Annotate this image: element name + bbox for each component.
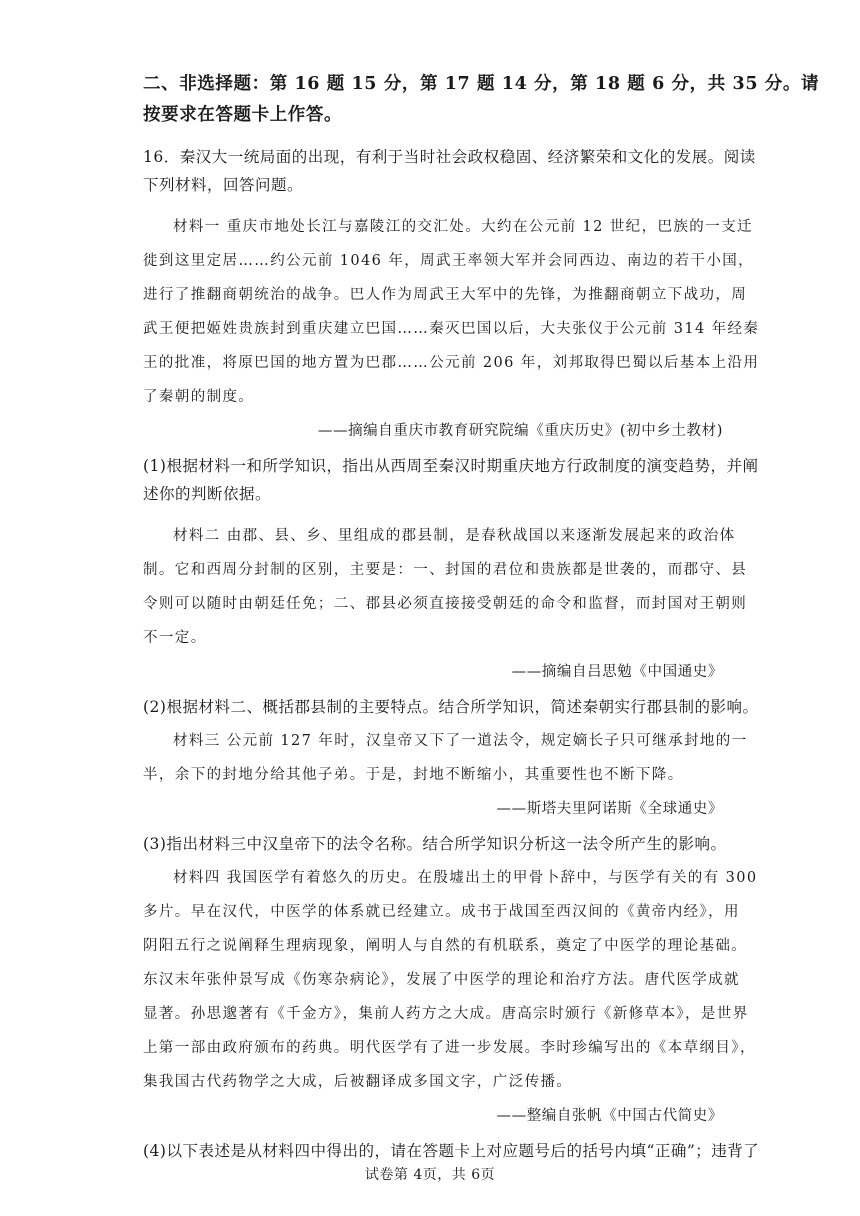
material1-line-6: 了秦朝的制度。: [143, 389, 255, 405]
material2-line-3: 令则可以随时由朝廷任免；二、郡县必须直接接受朝廷的命令和监督，而封国对王朝则: [143, 596, 748, 612]
material2-line-4: 不一定。: [143, 630, 207, 646]
section-heading-line-2: 按要求在答题卡上作答。: [143, 105, 343, 125]
material1-source: ——摘编自重庆市教育研究院编《重庆历史》(初中乡土教材): [317, 423, 723, 439]
q16-intro-line-2: 下列材料，回答问题。: [143, 176, 304, 194]
material4-line-3: 阴阳五行之说阐释生理病现象，阐明人与自然的有机联系，奠定了中医学的理论基础。: [143, 938, 748, 954]
material4-line-1: 材料四 我国医学有着悠久的历史。在殷墟出土的甲骨卜辞中，与医学有关的有 300: [173, 870, 758, 886]
material1-line-1: 材料一 重庆市地处长江与嘉陵江的交汇处。大约在公元前 12 世纪，巴族的一支迁: [173, 219, 753, 235]
material3-line-1: 材料三 公元前 127 年时，汉皇帝又下了一道法令，规定嫡长子只可继承封地的一: [173, 733, 748, 749]
material3-source: ——斯塔夫里阿诺斯《全球通史》: [496, 801, 723, 817]
material4-line-4: 东汉末年张仲景写成《伤寒杂病论》，发展了中医学的理论和治疗方法。唐代医学成就: [143, 972, 740, 988]
q16-intro-line-1: 16．秦汉大一统局面的出现，有利于当时社会政权稳固、经济繁荣和文化的发展。阅读: [143, 148, 756, 166]
material4-source: ——整编自张帆《中国古代简史》: [496, 1108, 723, 1124]
section-heading-line-1: 二、非选择题：第 16 题 15 分，第 17 题 14 分，第 18 题 6 分，共 35 分。请: [143, 74, 820, 94]
q4-line: (4)以下表述是从材料四中得出的，请在答题卡上对应题号后的括号内填“正确”；违背了: [143, 1142, 760, 1160]
material1-line-3: 进行了推翻商朝统治的战争。巴人作为周武王大军中的先锋，为推翻商朝立下战功，周: [143, 287, 748, 303]
material4-line-6: 上第一部由政府颁布的药典。明代医学有了进一步发展。李时珍编写出的《本草纲目》，: [143, 1040, 756, 1056]
material4-line-5: 显著。孙思邈著有《千金方》，集前人药方之大成。唐高宗时颁行《新修草本》，是世界: [143, 1006, 749, 1022]
material1-line-5: 王的批准，将原巴国的地方置为巴郡……公元前 206 年，刘邦取得巴蜀以后基本上沿用: [143, 355, 760, 371]
q1-line-1: (1)根据材料一和所学知识，指出从西周至秦汉时期重庆地方行政制度的演变趋势，并阐: [143, 457, 759, 475]
q1-line-2: 述你的判断依据。: [143, 485, 272, 503]
q3-line: (3)指出材料三中汉皇帝下的法令名称。结合所学知识分析这一法令所产生的影响。: [143, 835, 727, 853]
page-footer: 试卷第 4页，共 6页: [364, 1167, 496, 1183]
material2-line-1: 材料二 由郡、县、乡、里组成的郡县制，是春秋战国以来逐渐发展起来的政治体: [173, 528, 736, 544]
material4-line-2: 多片。早在汉代，中医学的体系就已经建立。成书于战国至西汉间的《黄帝内经》，用: [143, 904, 740, 920]
material1-line-4: 武王便把姬姓贵族封到重庆建立巴国……秦灭巴国以后，大夫张仪于公元前 314 年经秦: [143, 321, 760, 337]
material2-source: ——摘编自吕思勉《中国通史》: [511, 664, 723, 680]
material3-line-2: 半，余下的封地分给其他子弟。于是，封地不断缩小，其重要性也不断下降。: [143, 767, 684, 783]
material1-line-2: 徙到这里定居……约公元前 1046 年，周武王率领大军并会同西边、南边的若干小国，: [143, 253, 755, 269]
material2-line-2: 制。它和西周分封制的区别，主要是：一、封国的君位和贵族都是世袭的，而郡守、县: [143, 562, 748, 578]
q2-line: (2)根据材料二、概括郡县制的主要特点。结合所学知识，简述秦朝实行郡县制的影响。: [143, 698, 759, 716]
material4-line-7: 集我国古代药物学之大成，后被翻译成多国文字，广泛传播。: [143, 1074, 573, 1090]
